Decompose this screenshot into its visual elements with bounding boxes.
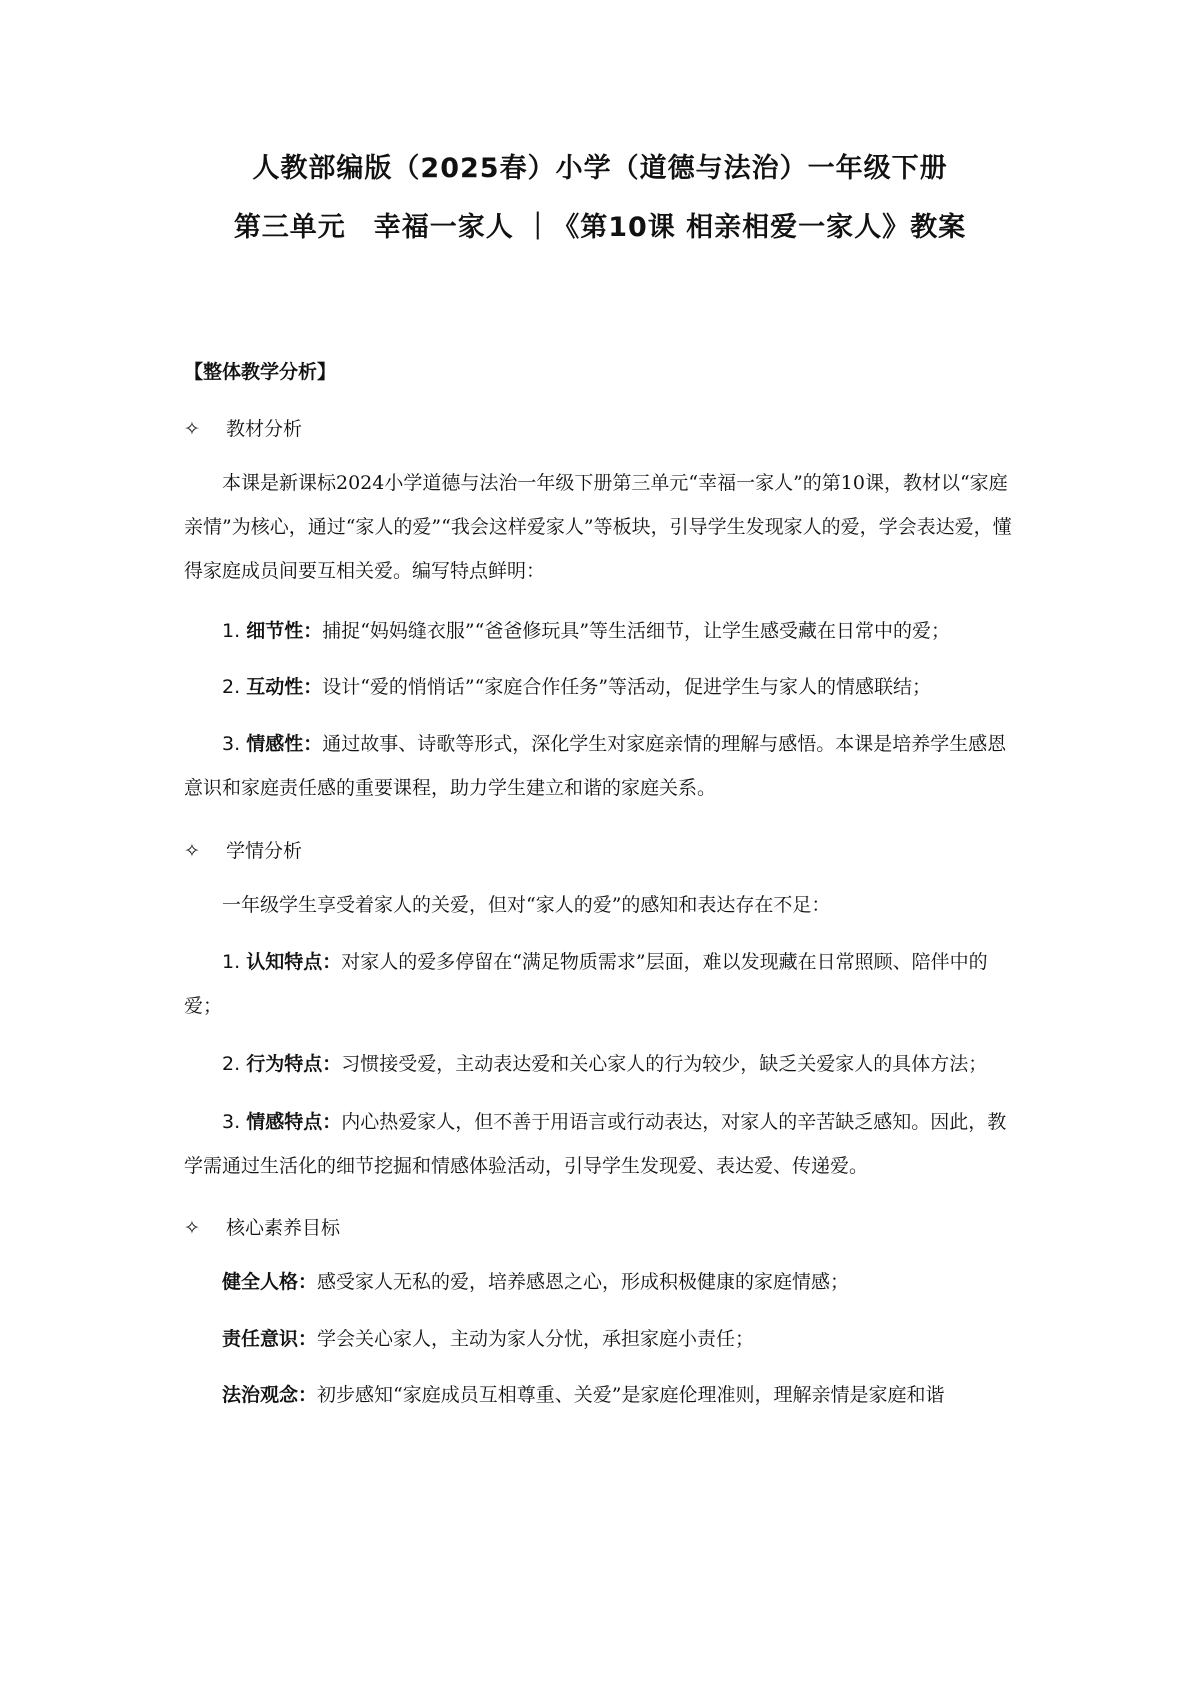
list-item xyxy=(184,609,1024,653)
learner-analysis-intro: 一年级学生享受着家人的关爱，但对“家人的爱”的感知和表达存在不足： xyxy=(222,894,831,916)
goal-label: 健全人格： xyxy=(222,1271,318,1293)
subheading-learner-analysis xyxy=(184,836,302,863)
goal-label: 法治观念： xyxy=(222,1384,318,1406)
goal-text: 初步感知“家庭成员互相尊重、关爱”是家庭伦理准则，理解亲情是家庭和谐 xyxy=(317,1384,945,1406)
item-number: 1. xyxy=(222,951,241,973)
item-label: 情感特点： xyxy=(246,1111,342,1133)
item-number: 1. xyxy=(222,620,241,642)
list-item xyxy=(184,722,1024,810)
goal-item xyxy=(184,1373,1024,1417)
item-label: 认知特点： xyxy=(246,951,342,973)
diamond-bullet-icon: ✧ xyxy=(184,1217,200,1239)
goal-label: 责任意识： xyxy=(222,1328,318,1350)
list-item xyxy=(184,940,1024,1028)
diamond-bullet-icon: ✧ xyxy=(184,418,200,440)
section-header: 【整体教学分析】 xyxy=(184,361,337,383)
list-item xyxy=(184,665,1024,709)
list-item xyxy=(184,1100,1024,1188)
item-label: 互动性： xyxy=(246,676,323,698)
item-text: 设计“爱的悄悄话”“家庭合作任务”等活动，促进学生与家人的情感联结； xyxy=(322,676,932,698)
subheading-label: 核心素养目标 xyxy=(226,1217,341,1239)
list-item xyxy=(184,1042,1024,1086)
item-number: 3. xyxy=(222,1111,241,1133)
subheading-material-analysis xyxy=(184,414,302,441)
item-text: 习惯接受爱，主动表达爱和关心家人的行为较少，缺乏关爱家人的具体方法； xyxy=(341,1053,988,1075)
document-subtitle: 第三单元 幸福一家人 ｜《第10课 相亲相爱一家人》教案 xyxy=(233,212,967,243)
item-label: 情感性： xyxy=(246,733,323,755)
item-number: 2. xyxy=(222,676,241,698)
goal-item xyxy=(184,1317,1024,1361)
item-text: 对家人的爱多停留在“满足物质需求”层面，难以发现藏在日常照顾、陪伴中的爱； xyxy=(184,951,988,1017)
document-title: 人教部编版（2025春）小学（道德与法治）一年级下册 xyxy=(252,153,948,184)
goal-item xyxy=(184,1260,1024,1304)
item-text: 通过故事、诗歌等形式，深化学生对家庭亲情的理解与感悟。本课是培养学生感恩意识和家庭责任感的重要课程，助力学生建立和谐的家庭关系。 xyxy=(184,733,1007,799)
item-text: 捕捉“妈妈缝衣服”“爸爸修玩具”等生活细节，让学生感受藏在日常中的爱； xyxy=(322,620,951,642)
goal-text: 感受家人无私的爱，培养感恩之心，形成积极健康的家庭情感； xyxy=(317,1271,850,1293)
item-number: 2. xyxy=(222,1053,241,1075)
subheading-label: 教材分析 xyxy=(226,418,303,440)
goal-text: 学会关心家人，主动为家人分忧，承担家庭小责任； xyxy=(317,1328,755,1350)
item-text: 内心热爱家人，但不善于用语言或行动表达，对家人的辛苦缺乏感知。因此，教学需通过生活化的细节挖掘和情感体验活动，引导学生发现爱、表达爱、传递爱。 xyxy=(184,1111,1007,1177)
subheading-label: 学情分析 xyxy=(226,840,303,862)
diamond-bullet-icon: ✧ xyxy=(184,840,200,862)
material-analysis-intro: 本课是新课标2024小学道德与法治一年级下册第三单元“幸福一家人”的第10课，教材以“家庭亲情”为核心，通过“家人的爱”“我会这样爱家人”等板块，引导学生发现家人的爱，学会表达爱，懂得家庭成员间要互相关爱。编写特点鲜明： xyxy=(184,472,1012,582)
item-number: 3. xyxy=(222,733,241,755)
item-label: 行为特点： xyxy=(246,1053,342,1075)
subheading-core-goals xyxy=(184,1213,340,1240)
item-label: 细节性： xyxy=(246,620,323,642)
